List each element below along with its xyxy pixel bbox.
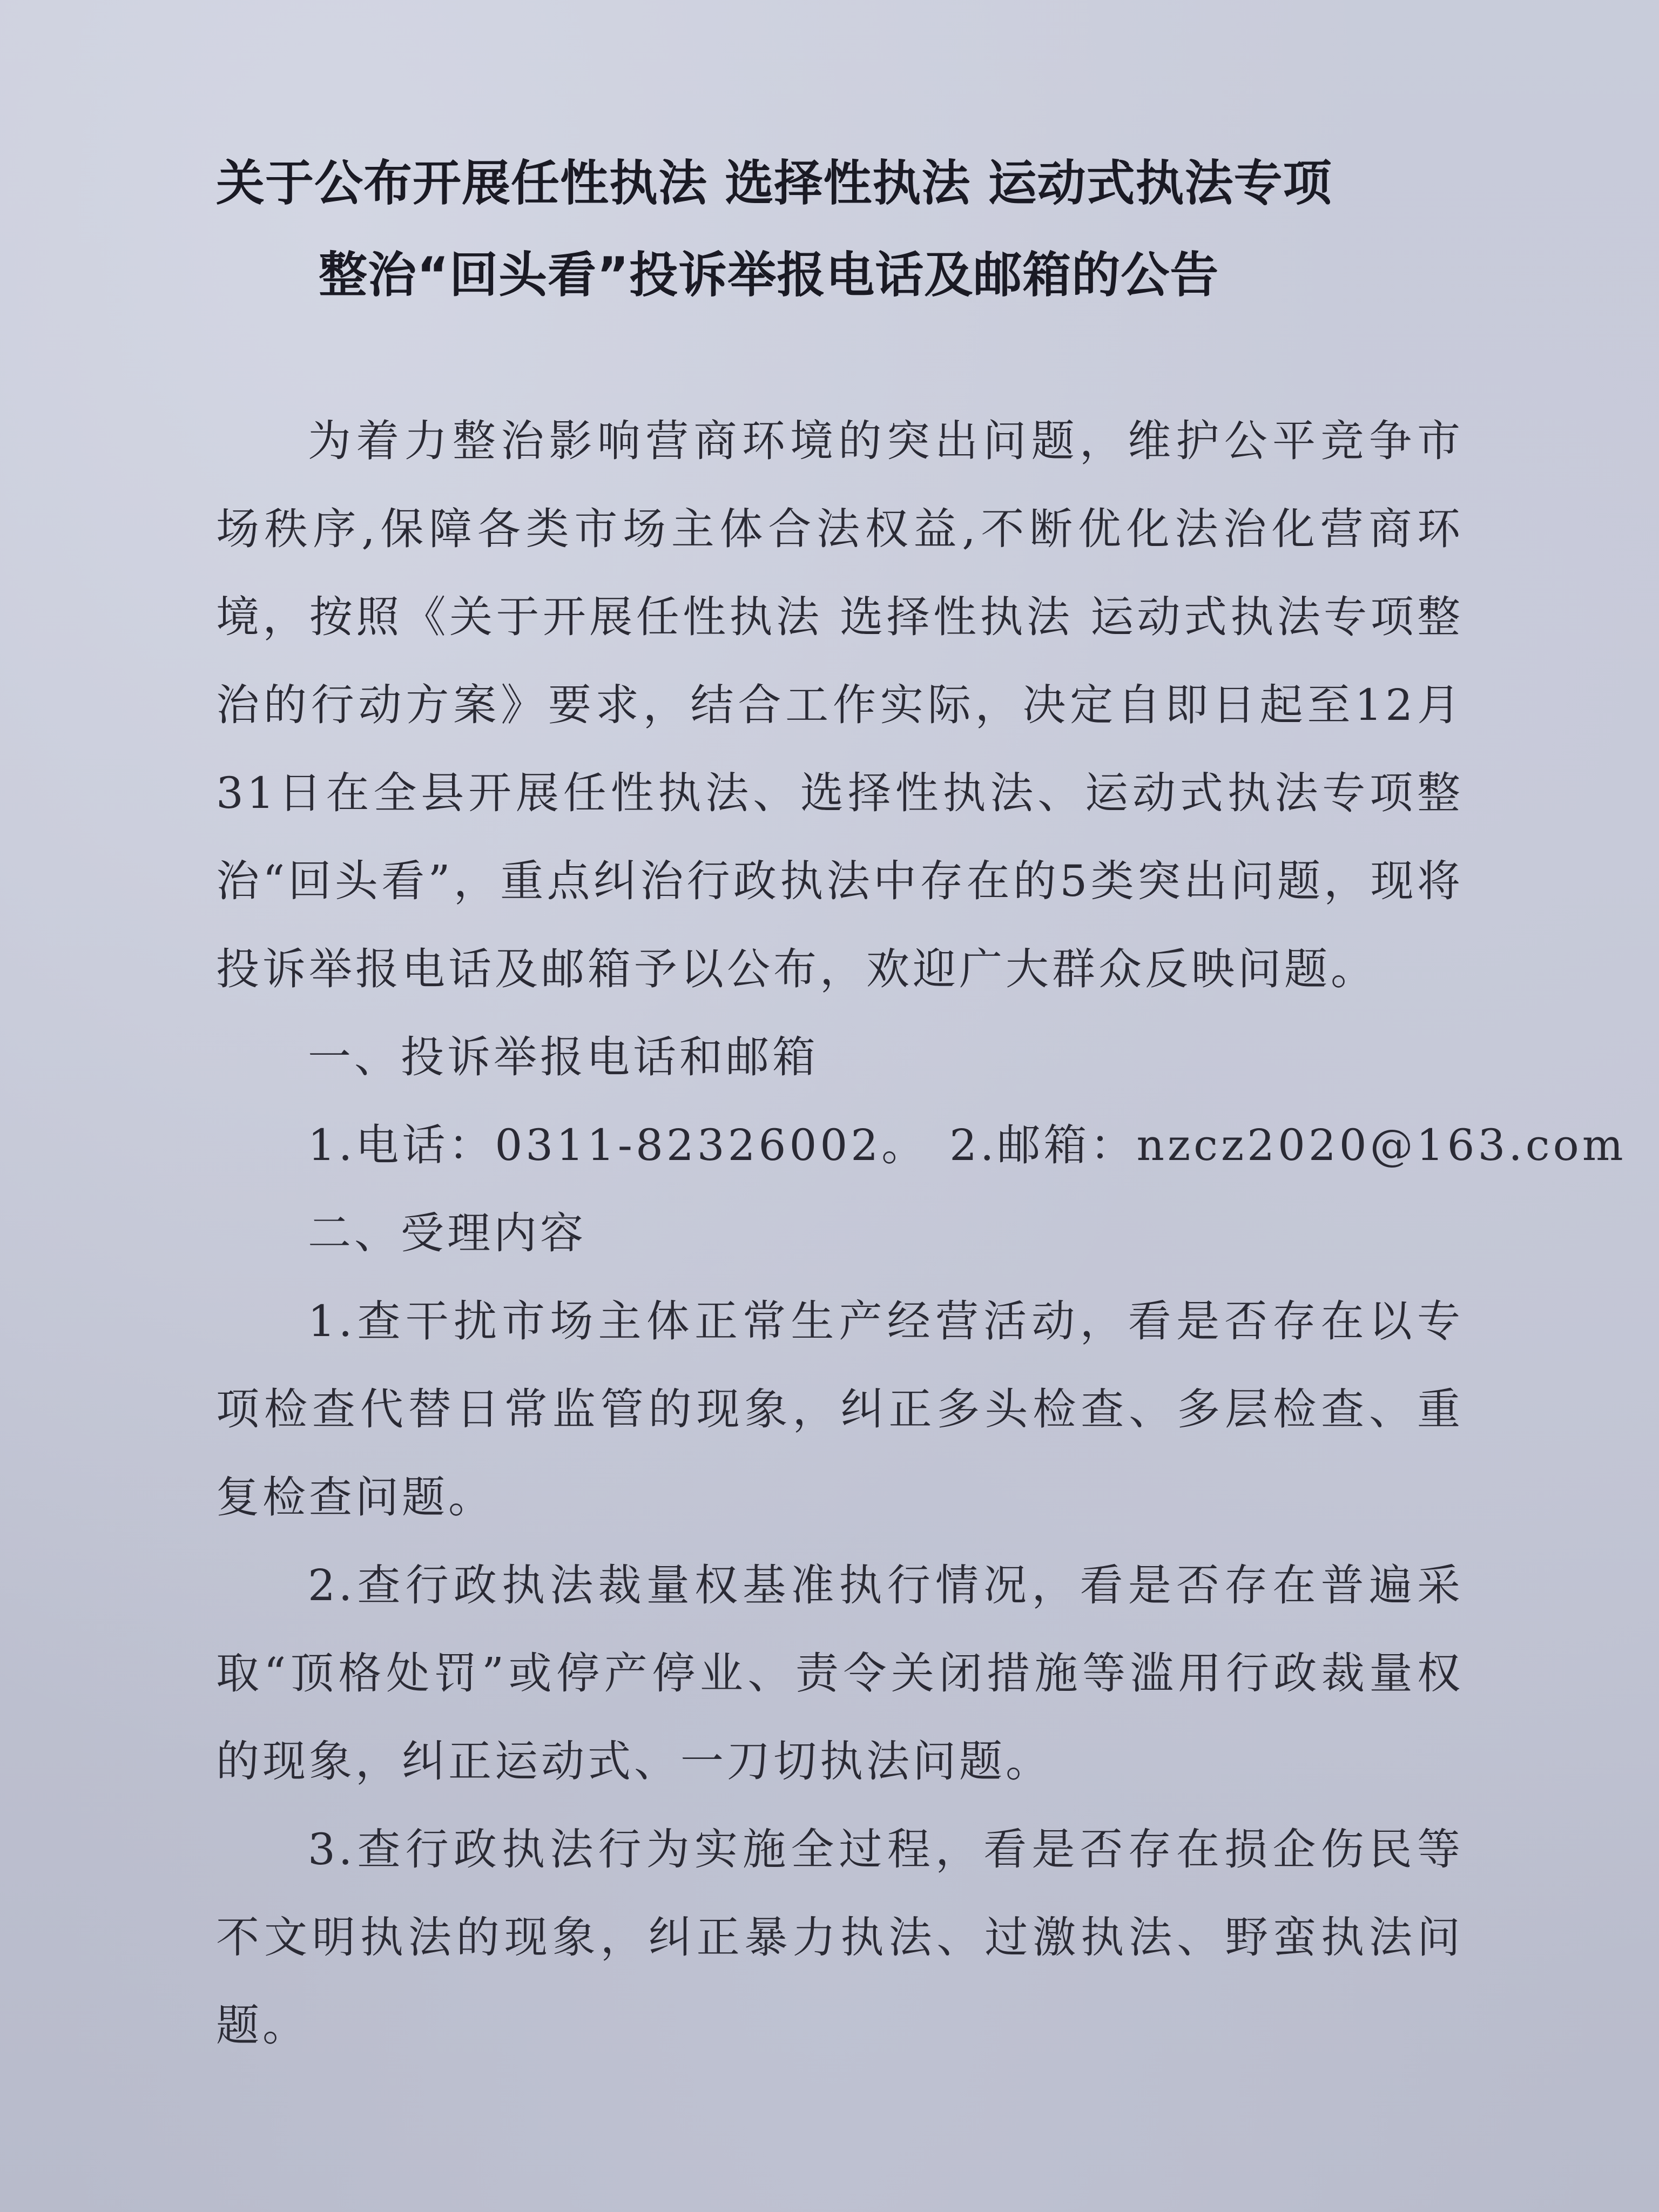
scope-item-3: 3.查行政执法行为实施全过程，看是否存在损企伤民等不文明执法的现象，纠正暴力执法、过激执法、野蛮执法问题。: [216, 1824, 1464, 2051]
announcement-title: [216, 138, 1437, 321]
email-address: 2.邮箱：nzcz2020@163.com: [949, 1120, 1627, 1170]
announcement-body: [216, 397, 1627, 2069]
scope-item-2: 2.查行政执法裁量权基准执行情况，看是否存在普遍采取“顶格处罚”或停产停业、责令关闭措施等滥用行政裁量权的现象，纠正运动式、一刀切执法问题。: [216, 1560, 1464, 1786]
phone-number: 1.电话：0311-82326002。: [308, 1120, 928, 1170]
title-line-1: 关于公布开展任性执法 选择性执法 运动式执法专项: [216, 155, 1332, 212]
section-heading-scope: 二、受理内容: [308, 1208, 586, 1258]
section-heading-contacts: 一、投诉举报电话和邮箱: [308, 1032, 819, 1082]
title-line-2: 整治“回头看”投诉举报电话及邮箱的公告: [319, 247, 1219, 304]
contact-line: [216, 1101, 1627, 1189]
scope-item-1: 1.查干扰市场主体正常生产经营活动，看是否存在以专项检查代替日常监管的现象，纠正多头检查、多层检查、重复检查问题。: [216, 1296, 1464, 1522]
intro-paragraph: 为着力整治影响营商环境的突出问题，维护公平竞争市场秩序,保障各类市场主体合法权益,不断优化法治化营商环境，按照《关于开展任性执法 选择性执法 运动式执法专项整治的行动方案》要求，结合工作实际，决定自即日起至12月31日在全县开展任性执法、选择性执法、运动式执法专项整治“回头看”，重点纠治行政执法中存在的5类突出问题，现将投诉举报电话及邮箱予以公布，欢迎广大群众反映问题。: [216, 416, 1464, 994]
